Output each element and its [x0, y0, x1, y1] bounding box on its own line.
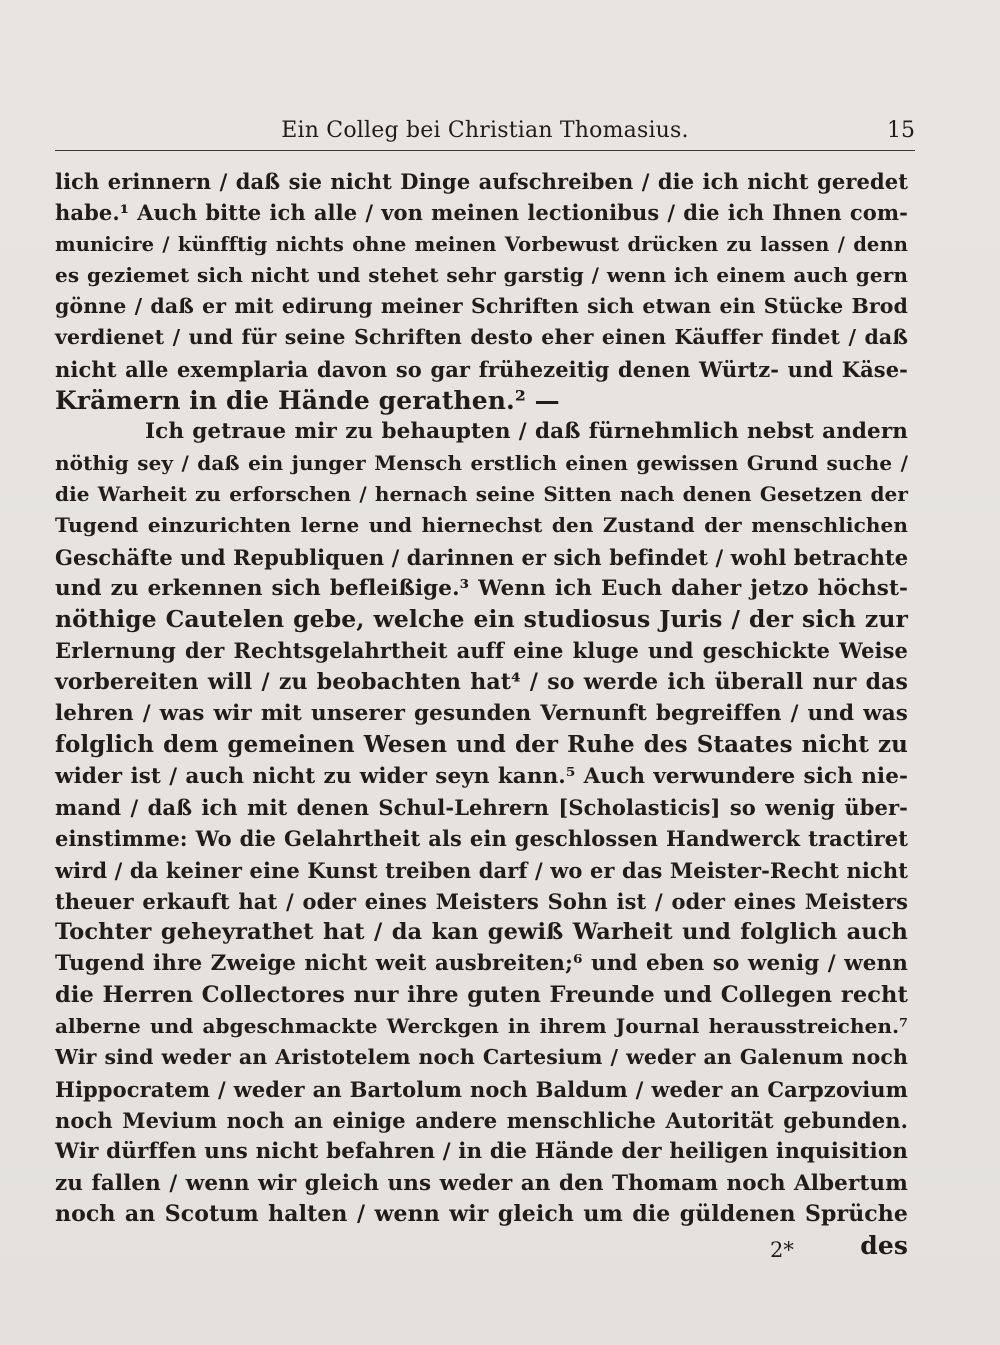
text-line: einstimme: Wo die Gelahrtheit als ein geschlossen Handwerck tractiret: [55, 826, 908, 852]
text-line: lehren / was wir mit unserer gesunden Vernunft begreiffen / und was: [55, 701, 908, 727]
text-line: municire / künfftig nichts ohne meinen Vorbewust drücken zu lassen / denn: [55, 232, 908, 256]
running-head: [55, 114, 915, 151]
text-line: lich erinnern / daß sie nicht Dinge aufschreiben / die ich nicht geredet: [55, 169, 908, 194]
text-line: zu fallen / wenn wir gleich uns weder an den Thomam noch Albertum: [55, 1170, 908, 1196]
text-line: wird / da keiner eine Kunst treiben darf / wo er das Meister-Recht nicht: [55, 857, 908, 883]
text-line: nöthige Cautelen gebe, welche ein studiosus Juris / der sich zur: [55, 605, 908, 634]
text-line: und zu erkennen sich befleißige.³ Wenn ich Euch daher jetzo höchst-: [55, 575, 908, 601]
text-line: Tochter geheyrathet hat / da kan gewiß Warheit und folglich auch: [55, 919, 908, 946]
text-line: habe.¹ Auch bitte ich alle / von meinen lectionibus / die ich Ihnen com-: [55, 200, 908, 226]
paragraph-start-line: Ich getraue mir zu behaupten / daß fürnehmlich nebst andern: [145, 419, 908, 445]
text-line: nöthig sey / daß ein junger Mensch erstlich einen gewissen Grund suche /: [55, 450, 908, 475]
text-line: folglich dem gemeinen Wesen und der Ruhe des Staates nicht zu: [55, 731, 908, 759]
catchword: des: [860, 1231, 908, 1261]
signature-mark: 2*: [770, 1238, 794, 1262]
text-line: noch Mevium noch an einige andere menschliche Autorität gebunden.: [55, 1107, 908, 1133]
text-line: wider ist / auch nicht zu wider seyn kann.⁵ Auch verwundere sich nie-: [55, 763, 908, 789]
body-text: [55, 166, 908, 1261]
text-line: Wir dürffen uns nicht befahren / in die Hände der heiligen inquisition: [55, 1139, 908, 1165]
text-line: Erlernung der Rechtsgelahrtheit auff eine kluge und geschickte Weise: [55, 638, 908, 664]
page-number: 15: [887, 118, 915, 143]
running-title: Ein Colleg bei Christian Thomasius.: [281, 118, 689, 143]
text-line: theuer erkauft hat / oder eines Meisters Sohn ist / oder eines Meisters: [55, 888, 908, 914]
text-line: vorbereiten will / zu beobachten hat⁴ / so werde ich überall nur das: [55, 668, 908, 695]
text-line: gönne / daß er mit edirung meiner Schriften sich etwan ein Stücke Brod: [55, 294, 908, 319]
text-line: verdienet / und für seine Schriften desto eher einen Käuffer findet / daß: [55, 325, 908, 350]
text-line: Wir sind weder an Aristotelem noch Cartesium / weder an Galenum noch: [55, 1045, 908, 1070]
text-line: alberne und abgeschmackte Werckgen in ihrem Journal herausstreichen.⁷: [55, 1014, 908, 1039]
text-line: Tugend ihre Zweige nicht weit ausbreiten;⁶ und eben so wenig / wenn: [55, 951, 908, 977]
text-line: es geziemet sich nicht und stehet sehr garstig / wenn ich einem auch gern: [55, 262, 908, 287]
text-line: Hippocratem / weder an Bartolum noch Baldum / weder an Carpzovium: [55, 1076, 908, 1102]
text-line: Geschäfte und Republiquen / darinnen er sich befindet / wohl betrachte: [55, 544, 909, 570]
text-line: noch an Scotum halten / wenn wir gleich um die güldenen Sprüche: [55, 1200, 908, 1227]
text-line: Tugend einzurichten lerne und hiernechst den Zustand der menschlichen: [55, 513, 908, 538]
text-line: mand / daß ich mit denen Schul-Lehrern [Scholasticis] so wenig über-: [55, 794, 908, 820]
text-line: die Herren Collectores nur ihre guten Freunde und Collegen recht: [55, 981, 908, 1008]
text-line: Krämern in die Hände gerathen.² —: [55, 386, 560, 416]
text-line: nicht alle exemplaria davon so gar frühezeitig denen Würtz- und Käse-: [55, 356, 908, 382]
text-line: die Warheit zu erforschen / hernach seine Sitten nach denen Gesetzen der: [55, 481, 908, 506]
